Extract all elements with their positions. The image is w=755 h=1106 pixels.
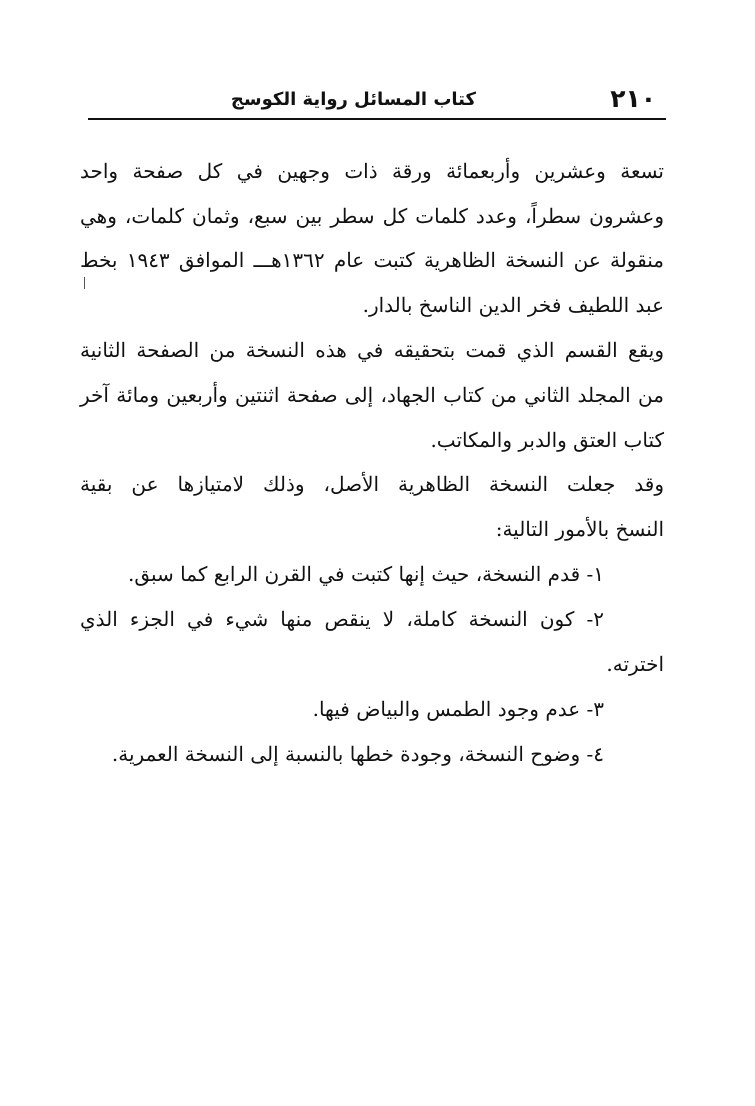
list-item: ١- قدم النسخة، حيث إنها كتبت في القرن الرابع كما سبق.	[127, 562, 604, 586]
text-line: وعشرون سطراً، وعدد كلمات كل سطر بين سبع، وثمان كلمات، وهي	[80, 204, 664, 228]
text-line: ويقع القسم الذي قمت بتحقيقه في هذه النسخة من الصفحة الثانية	[80, 338, 664, 362]
scan-mark	[84, 277, 85, 289]
list-item: ٤- وضوح النسخة، وجودة خطها بالنسبة إلى النسخة العمرية.	[111, 742, 604, 766]
list-item-continuation: اخترته.	[606, 652, 664, 676]
text-line: منقولة عن النسخة الظاهرية كتبت عام ١٣٦٢هـــ الموافق ١٩٤٣ بخط	[80, 248, 665, 272]
text-line: عبد اللطيف فخر الدين الناسخ بالدار.	[362, 293, 664, 317]
text-line: وقد جعلت النسخة الظاهرية الأصل، وذلك لامتيازها عن بقية	[80, 472, 664, 496]
page-header	[88, 80, 666, 118]
text-line: من المجلد الثاني من كتاب الجهاد، إلى صفحة اثنتين وأربعين ومائة آخر	[80, 383, 664, 407]
header-rule	[88, 118, 666, 120]
running-title: كتاب المسائل رواية الكوسج	[230, 89, 476, 110]
text-line: كتاب العتق والدبر والمكاتب.	[430, 428, 664, 452]
text-line: النسخ بالأمور التالية:	[495, 517, 664, 541]
text-line: تسعة وعشرين وأربعمائة ورقة ذات وجهين في كل صفحة واحد	[80, 159, 664, 183]
list-item: ٣- عدم وجود الطمس والبياض فيها.	[312, 697, 604, 721]
list-item: ٢- كون النسخة كاملة، لا ينقص منها شيء في الجزء الذي	[80, 607, 604, 631]
page-number: ٢١٠	[610, 84, 656, 113]
